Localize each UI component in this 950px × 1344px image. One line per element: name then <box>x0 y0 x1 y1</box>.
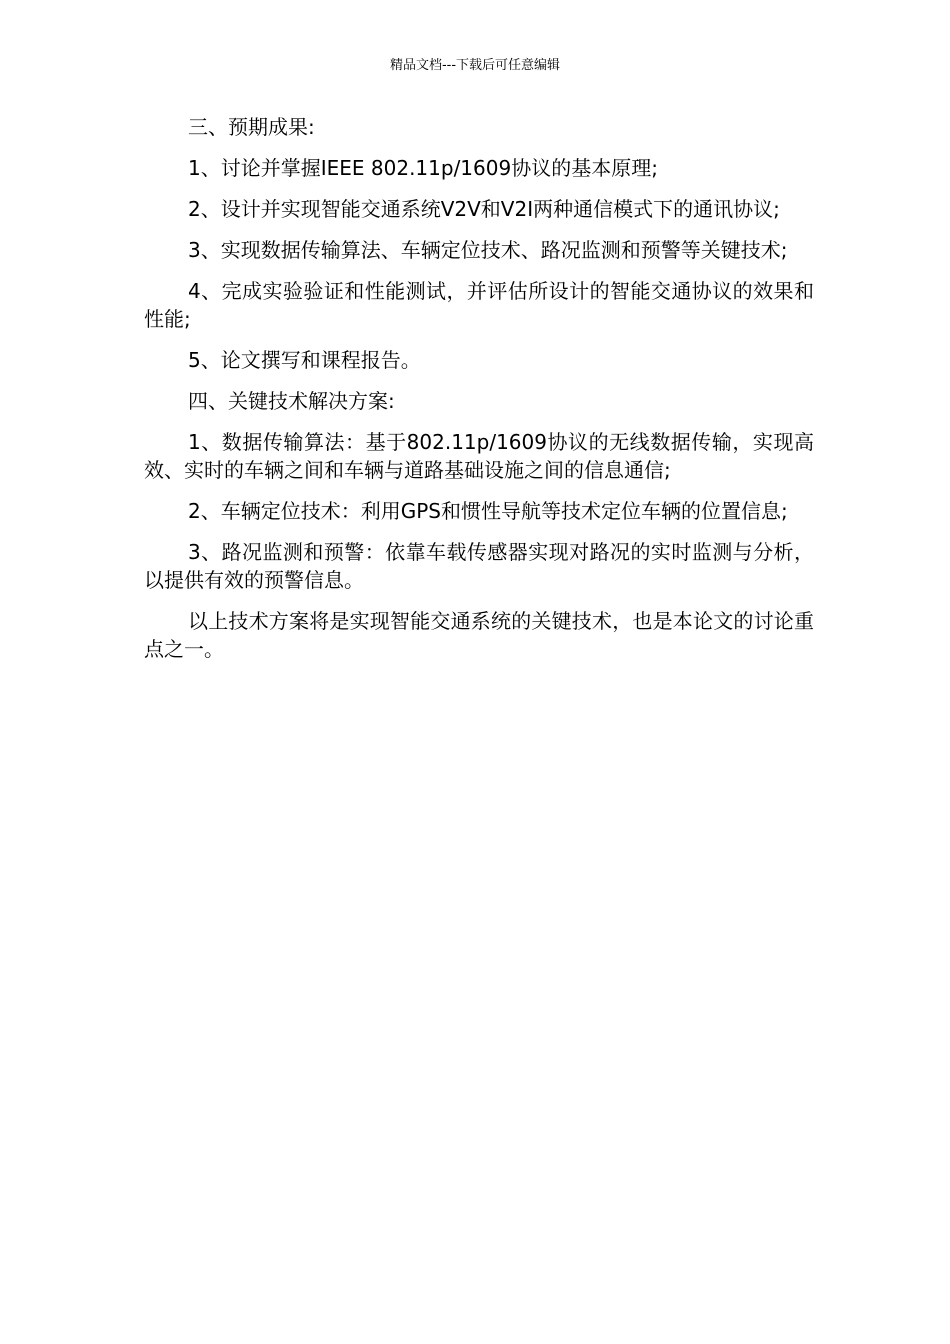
tech-item-1: 1、数据传输算法：基于802.11p/1609协议的无线数据传输，实现高效、实时的车辆之间和车辆与道路基础设施之间的信息通信; <box>144 430 814 482</box>
document-body <box>144 113 814 663</box>
summary-paragraph: 以上技术方案将是实现智能交通系统的关键技术，也是本论文的讨论重点之一。 <box>144 609 814 661</box>
tech-item-2: 2、车辆定位技术：利用GPS和惯性导航等技术定位车辆的位置信息; <box>188 499 788 523</box>
result-item-4: 4、完成实验验证和性能测试，并评估所设计的智能交通协议的效果和性能; <box>144 279 814 331</box>
section-heading-key-tech: 四、关键技术解决方案: <box>188 389 395 413</box>
result-item-5: 5、论文撰写和课程报告。 <box>188 348 421 372</box>
result-item-2: 2、设计并实现智能交通系统V2V和V2I两种通信模式下的通讯协议; <box>188 197 780 221</box>
page-header: 精品文档---下载后可任意编辑 <box>389 58 561 73</box>
section-heading-expected-results: 三、预期成果: <box>188 115 315 139</box>
result-item-3: 3、实现数据传输算法、车辆定位技术、路况监测和预警等关键技术; <box>188 238 788 262</box>
tech-item-3: 3、路况监测和预警：依靠车载传感器实现对路况的实时监测与分析，以提供有效的预警信息。 <box>144 540 814 592</box>
result-item-1: 1、讨论并掌握IEEE 802.11p/1609协议的基本原理; <box>188 156 658 180</box>
